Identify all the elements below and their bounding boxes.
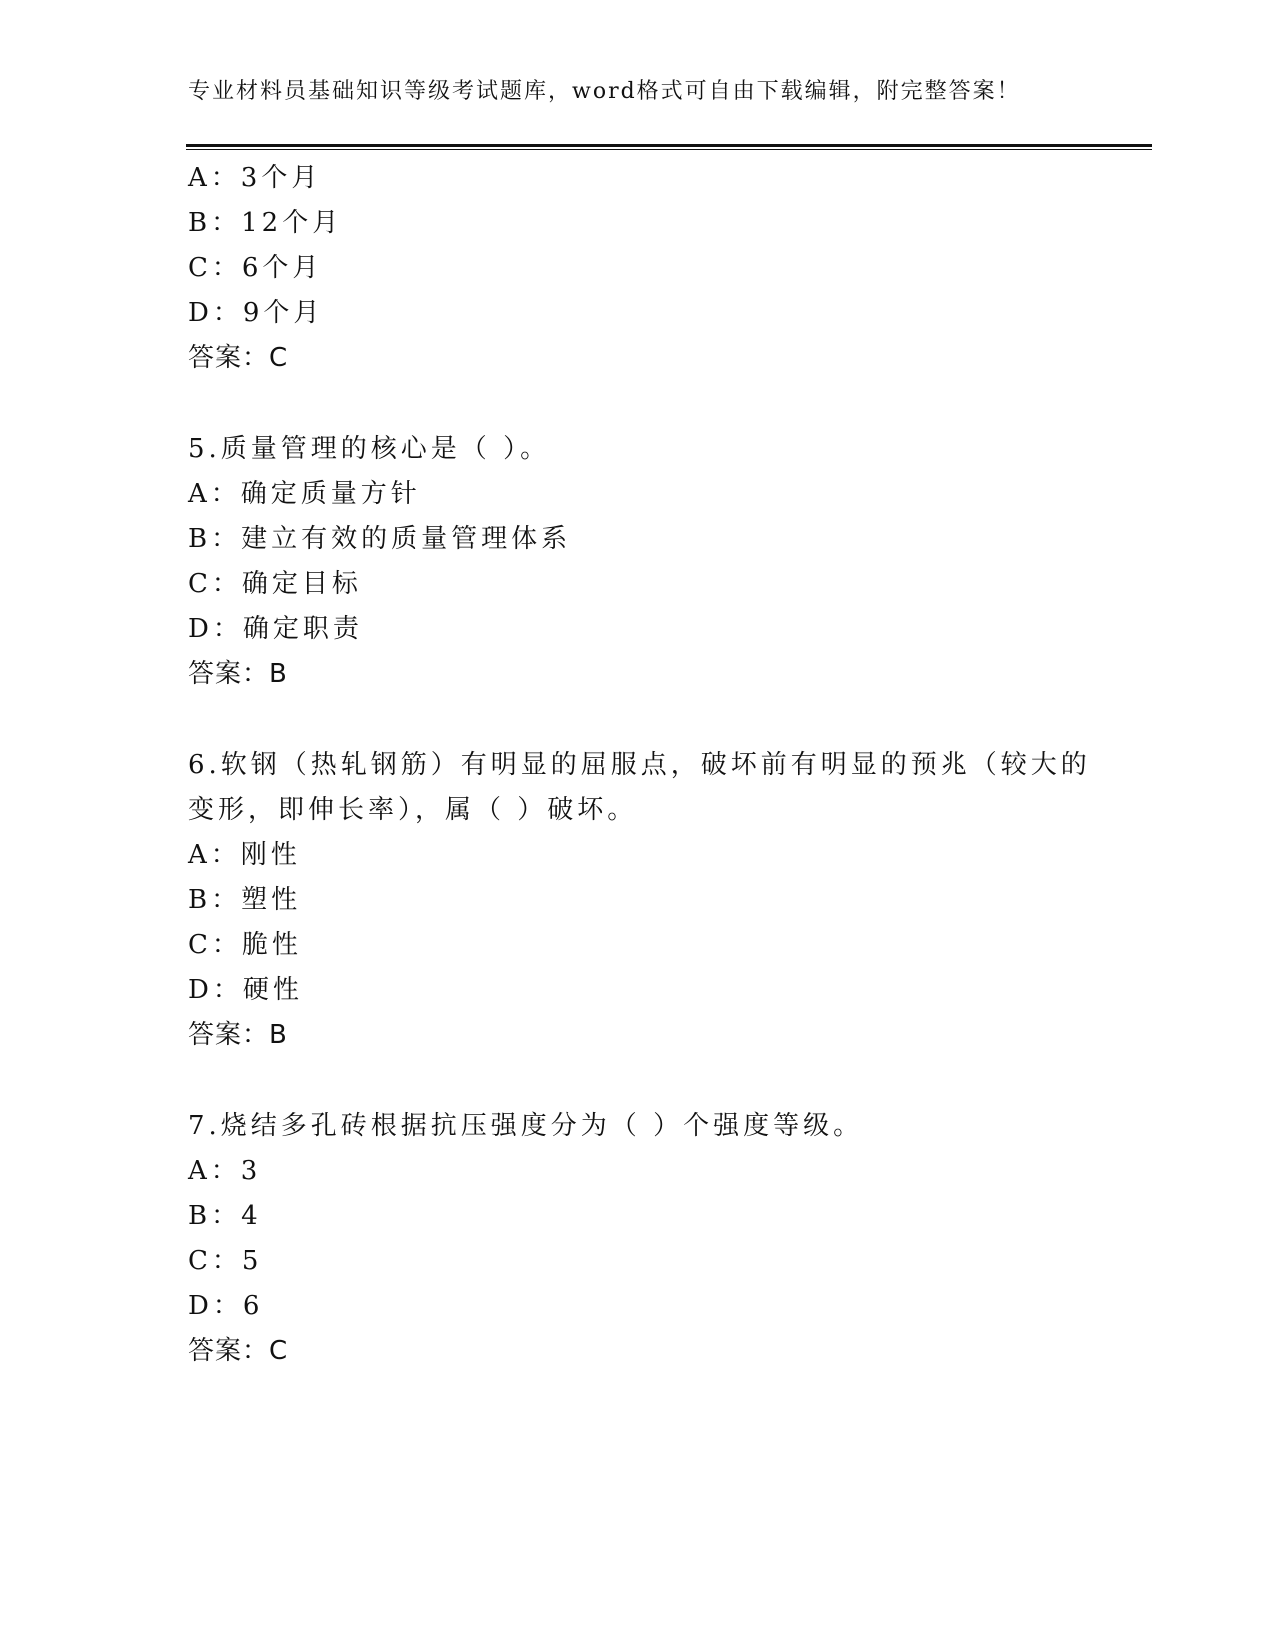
option-c: C：确定目标 xyxy=(188,569,362,599)
page-header: 专业材料员基础知识等级考试题库，word格式可自由下载编辑，附完整答案！ xyxy=(188,79,1021,104)
answer: 答案：C xyxy=(188,1336,289,1366)
answer: 答案：C xyxy=(188,343,289,373)
question-stem-line-1: 6.软钢（热轧钢筋）有明显的屈服点，破坏前有明显的预兆（较大的 xyxy=(188,750,1091,780)
option-d: D：硬性 xyxy=(188,975,303,1005)
option-a: A：3 xyxy=(188,1156,262,1186)
question-stem: 7.烧结多孔砖根据抗压强度分为（ ）个强度等级。 xyxy=(188,1111,864,1141)
option-d: D：6 xyxy=(188,1291,264,1321)
header-divider xyxy=(186,144,1152,150)
question-6 xyxy=(188,743,1091,1058)
option-b: B：4 xyxy=(188,1201,262,1231)
answer: 答案：B xyxy=(188,659,288,689)
option-c: C：脆性 xyxy=(188,930,302,960)
option-b: B：塑性 xyxy=(188,885,302,915)
option-b: B：建立有效的质量管理体系 xyxy=(188,524,572,554)
option-a: A：刚性 xyxy=(188,840,301,870)
option-a: A：确定质量方针 xyxy=(188,479,421,509)
answer: 答案：B xyxy=(188,1020,288,1050)
option-c: C：5 xyxy=(188,1246,263,1276)
question-stem: 5.质量管理的核心是（ ）。 xyxy=(188,434,551,464)
option-b: B：12个月 xyxy=(188,208,343,238)
option-d: D：确定职责 xyxy=(188,614,363,644)
question-stem-line-2: 变形，即伸长率），属（ ）破坏。 xyxy=(188,795,638,825)
option-d: D：9个月 xyxy=(188,298,324,328)
question-5 xyxy=(188,427,1088,697)
question-4-continued xyxy=(188,156,1088,381)
option-a: A：3个月 xyxy=(188,163,322,193)
question-content xyxy=(188,156,1091,1374)
question-7 xyxy=(188,1104,1088,1374)
option-c: C：6个月 xyxy=(188,253,323,283)
